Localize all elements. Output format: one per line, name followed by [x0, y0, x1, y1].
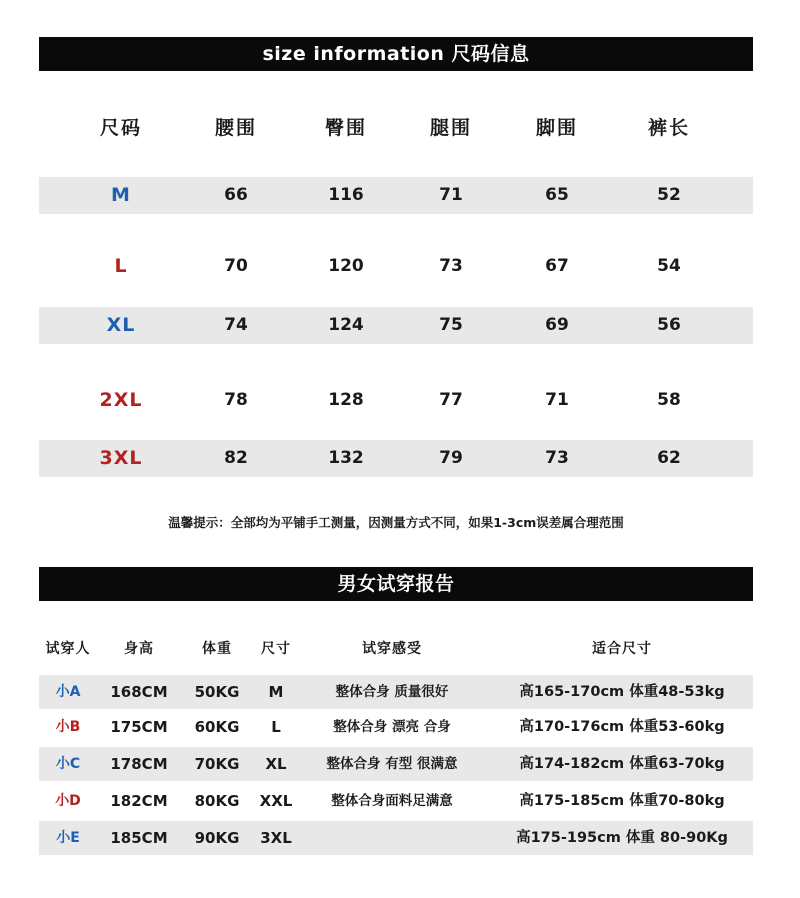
tester-size: XXL	[259, 792, 293, 810]
tester-height: 182CM	[110, 792, 168, 810]
hip-value: 124	[328, 315, 364, 335]
tester-feel: 整体合身 有型 很满意	[326, 756, 458, 772]
tester-height: 175CM	[110, 718, 168, 736]
size-row-xl	[39, 307, 753, 344]
hem-value: 73	[545, 448, 569, 468]
thigh-value: 73	[439, 256, 463, 276]
trial-row-d	[39, 784, 753, 818]
trial-header-size: 尺寸	[261, 641, 291, 657]
waist-value: 66	[224, 185, 248, 205]
size-row-m	[39, 177, 753, 214]
tester-weight: 80KG	[194, 792, 240, 810]
hem-value: 65	[545, 185, 569, 205]
tester-name: 小A	[55, 684, 81, 700]
waist-value: 78	[224, 390, 248, 410]
trial-header-weight: 体重	[202, 641, 232, 657]
suitable-size: 高175-185cm 体重70-80kg	[519, 793, 725, 809]
thigh-value: 75	[439, 315, 463, 335]
length-value: 56	[657, 315, 681, 335]
size-label: L	[114, 255, 128, 277]
tester-height: 178CM	[110, 755, 168, 773]
trial-row-a	[39, 675, 753, 709]
trial-row-c	[39, 747, 753, 781]
hip-value: 120	[328, 256, 364, 276]
suitable-size: 高165-170cm 体重48-53kg	[519, 684, 725, 700]
hip-value: 116	[328, 185, 364, 205]
tester-feel: 整体合身 漂亮 合身	[333, 719, 451, 735]
trial-header-fit: 适合尺寸	[592, 641, 652, 657]
tester-feel	[301, 821, 483, 855]
thigh-value: 79	[439, 448, 463, 468]
hem-value: 67	[545, 256, 569, 276]
trial-report-banner: 男女试穿报告	[39, 567, 753, 601]
length-value: 62	[657, 448, 681, 468]
header-size: 尺码	[99, 117, 142, 139]
tester-size: 3XL	[260, 829, 292, 847]
suitable-size: 高174-182cm 体重63-70kg	[519, 756, 725, 772]
trial-row-b	[39, 710, 753, 744]
hip-value: 132	[328, 448, 364, 468]
waist-value: 74	[224, 315, 248, 335]
waist-value: 70	[224, 256, 248, 276]
header-length: 裤长	[647, 117, 690, 139]
header-waist: 腰围	[214, 117, 257, 139]
header-hem: 脚围	[535, 117, 578, 139]
hem-value: 71	[545, 390, 569, 410]
tester-weight: 50KG	[194, 683, 240, 701]
trial-header-height: 身高	[124, 641, 154, 657]
header-thigh: 腿围	[429, 117, 472, 139]
size-label: 2XL	[99, 389, 143, 411]
length-value: 52	[657, 185, 681, 205]
tester-feel: 整体合身面料足满意	[331, 793, 453, 809]
size-label: XL	[106, 314, 136, 336]
tester-feel: 整体合身 质量很好	[335, 684, 449, 700]
trial-row-e	[39, 821, 753, 855]
length-value: 58	[657, 390, 681, 410]
thigh-value: 77	[439, 390, 463, 410]
tester-weight: 70KG	[194, 755, 240, 773]
tester-name: 小E	[56, 830, 80, 846]
hip-value: 128	[328, 390, 364, 410]
tester-height: 185CM	[110, 829, 168, 847]
tester-name: 小D	[55, 793, 81, 809]
trial-header-feel: 试穿感受	[362, 641, 422, 657]
tester-size: L	[271, 718, 281, 736]
size-row-3xl	[39, 440, 753, 477]
tester-weight: 90KG	[194, 829, 240, 847]
tester-size: XL	[265, 755, 287, 773]
size-table-header	[39, 110, 753, 147]
tester-name: 小B	[55, 719, 81, 735]
measurement-tip: 温馨提示：全部均为平铺手工测量，因测量方式不同，如果1-3cm误差属合理范围	[168, 515, 624, 530]
thigh-value: 71	[439, 185, 463, 205]
hem-value: 69	[545, 315, 569, 335]
suitable-size: 高175-195cm 体重 80-90Kg	[516, 830, 728, 846]
length-value: 54	[657, 256, 681, 276]
tester-height: 168CM	[110, 683, 168, 701]
size-row-2xl	[39, 382, 753, 419]
size-label: 3XL	[99, 447, 143, 469]
suitable-size: 高170-176cm 体重53-60kg	[519, 719, 725, 735]
tester-name: 小C	[55, 756, 81, 772]
trial-header-person: 试穿人	[45, 641, 91, 657]
tester-weight: 60KG	[194, 718, 240, 736]
size-label: M	[111, 184, 131, 206]
waist-value: 82	[224, 448, 248, 468]
size-row-l	[39, 248, 753, 285]
header-hip: 臀围	[324, 117, 367, 139]
size-information-banner: size information 尺码信息	[39, 37, 753, 71]
tester-size: M	[268, 683, 284, 701]
